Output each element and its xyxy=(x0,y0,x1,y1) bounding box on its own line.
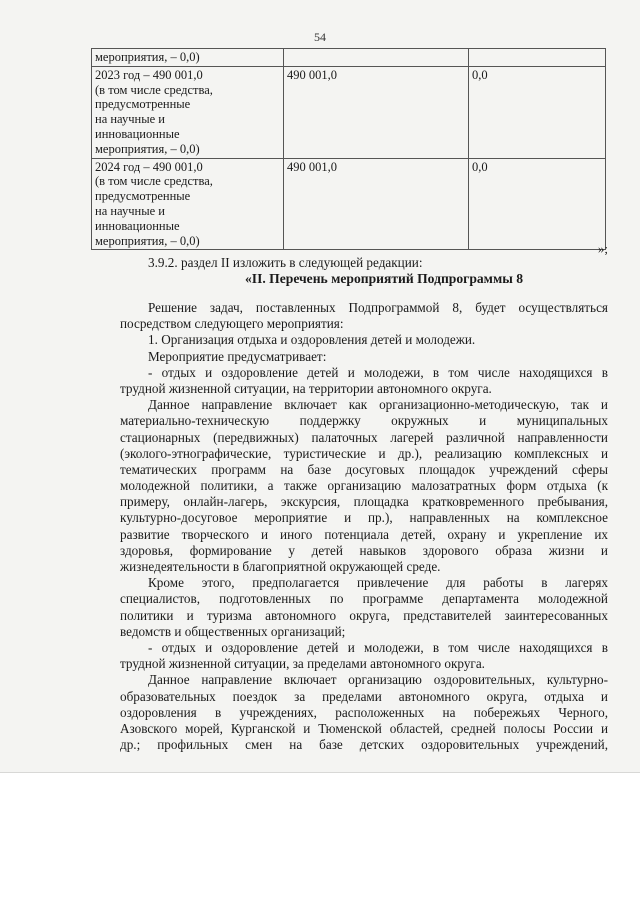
cell-text-line: мероприятия, – 0,0) xyxy=(95,50,200,64)
table-cell-amount xyxy=(284,49,469,67)
table-cell-other: 0,0 xyxy=(469,66,606,158)
paragraph-line: тематических программ на базе досуговых площадок учреждений сферы xyxy=(120,461,608,477)
paragraph-line: посредством следующего мероприятия: xyxy=(120,316,344,332)
paragraph-line: 1. Организация отдыха и оздоровления детей и молодежи. xyxy=(148,332,476,348)
paragraph-line: - отдых и оздоровление детей и молодежи, в том числе находящихся в xyxy=(148,364,608,380)
cell-text-line: (в том числе средства, xyxy=(95,174,213,189)
cell-text-line: мероприятия, – 0,0) xyxy=(95,233,200,248)
table-cell-amount: 490 001,0 xyxy=(284,158,469,250)
paragraph-line: здоровья, формирование у детей навыков здорового образа жизни и xyxy=(120,542,608,558)
cell-text-line: инновационные xyxy=(95,126,180,141)
table-cell-amount: 490 001,0 xyxy=(284,66,469,158)
cell-text-line: (в том числе средства, xyxy=(95,82,213,97)
paragraph-line: специалистов, подготовленных по программе департамента молодежной xyxy=(120,591,608,607)
paragraph-line: образовательных поездок за пределами автономного округа, отдыха и xyxy=(120,688,608,704)
table-row xyxy=(92,158,606,250)
table-row xyxy=(92,49,606,67)
table-cell-other: 0,0 xyxy=(469,158,606,250)
table-cell-years xyxy=(92,158,284,250)
paragraph-line: материально-техническую поддержку окружных и муниципальных xyxy=(120,413,608,429)
section-title: «II. Перечень мероприятий Подпрограммы 8 xyxy=(244,271,524,287)
paragraph-line: трудной жизненной ситуации, за пределами автономного округа. xyxy=(120,656,485,672)
table-cell-years xyxy=(92,66,284,158)
table-row xyxy=(92,66,606,158)
cell-text-line: предусмотренные xyxy=(95,189,191,204)
amendment-heading xyxy=(120,255,608,287)
cell-text-line: инновационные xyxy=(95,218,180,233)
paragraph-line: стационарных (передвижных) палаточных лагерей различной направленности xyxy=(120,429,608,445)
paragraph-line: культурно-досуговое мероприятие и пр.), направленных на комплексное xyxy=(120,510,608,526)
paragraph-line: - отдых и оздоровление детей и молодежи, в том числе находящихся в xyxy=(148,639,608,655)
paragraph-line: жизнедеятельности в благоприятной окружающей среде. xyxy=(120,559,441,574)
body-text xyxy=(120,300,608,753)
page-number: 54 xyxy=(314,30,326,44)
paragraph-line: примеру, онлайн-лагерь, экскурсия, площадка кратковременного пребывания, xyxy=(120,494,608,510)
paragraph-line: оздоровления в учреждениях, расположенных на побережьях Черного, xyxy=(120,704,608,720)
amendment-item-label: 3.9.2. раздел II изложить в следующей редакции: xyxy=(148,255,423,270)
paragraph-line: развитие творческого и иного потенциала детей, охрану и укрепление их xyxy=(120,526,608,542)
table-cell-other xyxy=(469,49,606,67)
paragraph-line: Решение задач, поставленных Подпрограммой 8, будет осуществляться xyxy=(148,300,608,315)
paragraph-line: Азовского морей, Курганской и Тюменской областей, средней полосы России и xyxy=(120,720,608,736)
cell-text-line: 2023 год – 490 001,0 xyxy=(95,67,203,82)
cell-text-line: предусмотренные xyxy=(95,97,191,112)
paragraph-line: Кроме этого, предполагается привлечение для работы в лагерях xyxy=(148,575,608,591)
paragraph-line: (эколого-этнографические, туристические и др.), реализацию комплексных и xyxy=(120,445,608,461)
paragraph-line: Мероприятие предусматривает: xyxy=(148,348,327,364)
paragraph-line: Данное направление включает как организационно-методическую, так и xyxy=(148,397,608,413)
paragraph-line: ведомств и общественных организаций; xyxy=(120,623,346,639)
closing-quote-mark: »; xyxy=(597,241,608,256)
cell-text-line: на научные и xyxy=(95,112,165,127)
paragraph-line: молодежной политики, а также организацию малозатратных форм отдыха (к xyxy=(120,478,608,494)
cell-text-line: на научные и xyxy=(95,203,165,218)
paragraph-line: др.; профильных смен на базе детских оздоровительных учреждений, xyxy=(120,737,608,753)
paragraph-line: трудной жизненной ситуации, на территории автономного округа. xyxy=(120,380,492,396)
paragraph-line: Данное направление включает организацию оздоровительных, культурно- xyxy=(148,672,608,688)
budget-table xyxy=(91,48,606,250)
table-cell-years xyxy=(92,49,284,67)
cell-text-line: мероприятия, – 0,0) xyxy=(95,141,200,156)
paragraph-line: политики и туризма автономного округа, представителей заинтересованных xyxy=(120,607,608,623)
cell-text-line: 2024 год – 490 001,0 xyxy=(95,159,203,174)
